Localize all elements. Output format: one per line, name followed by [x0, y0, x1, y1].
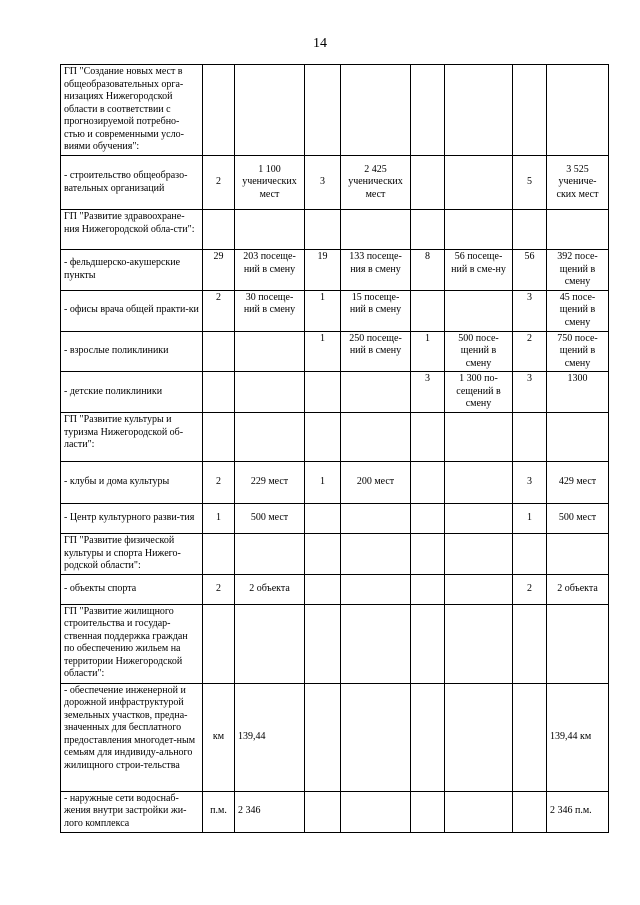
- table-cell: 1: [305, 331, 341, 372]
- row-description: ГП "Развитие здравоохране-ния Нижегородской обла-сти":: [61, 210, 203, 250]
- table-cell: 2: [513, 574, 547, 604]
- table-cell: [305, 574, 341, 604]
- page-number: 14: [313, 36, 327, 51]
- table-row: [61, 372, 609, 413]
- table-cell: [305, 791, 341, 832]
- table-cell: 1: [513, 504, 547, 534]
- row-description: - Центр культурного разви-тия: [61, 504, 203, 534]
- table-row: [61, 210, 609, 250]
- table-cell: [305, 604, 341, 683]
- table-cell: 3: [513, 290, 547, 331]
- table-cell: [445, 574, 513, 604]
- table-cell: [341, 574, 411, 604]
- table-cell: 2 425 ученических мест: [341, 156, 411, 210]
- objects-table: [60, 64, 609, 833]
- table-cell: [305, 683, 341, 791]
- table-cell: [235, 65, 305, 156]
- table-cell: [547, 604, 609, 683]
- table-cell: 2: [203, 462, 235, 504]
- table-cell: [235, 331, 305, 372]
- table-cell: [547, 65, 609, 156]
- table-cell: 5: [513, 156, 547, 210]
- table-cell: 2 объекта: [547, 574, 609, 604]
- table-cell: [411, 534, 445, 575]
- table-cell: [235, 534, 305, 575]
- table-cell: [513, 413, 547, 462]
- row-description: - наружные сети водоснаб-жения внутри застройки жи-лого комплекса: [61, 791, 203, 832]
- table-cell: [547, 534, 609, 575]
- table-cell: [203, 331, 235, 372]
- table-row: [61, 683, 609, 791]
- table-cell: 2: [203, 156, 235, 210]
- table-cell: 133 посеще-ния в смену: [341, 250, 411, 291]
- row-description: - строительство общеобразо-вательных организаций: [61, 156, 203, 210]
- table-cell: км: [203, 683, 235, 791]
- table-cell: [513, 210, 547, 250]
- table-cell: 1300: [547, 372, 609, 413]
- table-cell: [547, 413, 609, 462]
- table-cell: [445, 65, 513, 156]
- table-cell: [513, 65, 547, 156]
- table-cell: [203, 534, 235, 575]
- table-cell: 203 посеще-ний в смену: [235, 250, 305, 291]
- row-description: - клубы и дома культуры: [61, 462, 203, 504]
- table-cell: 56 посеще-ний в сме-ну: [445, 250, 513, 291]
- table-cell: [203, 210, 235, 250]
- table-cell: 2: [203, 290, 235, 331]
- table-cell: [411, 574, 445, 604]
- table-cell: [341, 683, 411, 791]
- table-row: [61, 65, 609, 156]
- table-cell: [445, 156, 513, 210]
- table-cell: [305, 372, 341, 413]
- table-cell: 750 посе-щений в смену: [547, 331, 609, 372]
- row-description: - фельдшерско-акушерские пункты: [61, 250, 203, 291]
- table-cell: [445, 604, 513, 683]
- table-cell: [445, 462, 513, 504]
- table-cell: [341, 791, 411, 832]
- table-cell: 2: [203, 574, 235, 604]
- table-cell: 1: [411, 331, 445, 372]
- table-cell: [445, 791, 513, 832]
- table-cell: [411, 504, 445, 534]
- table-cell: п.м.: [203, 791, 235, 832]
- table-row: [61, 574, 609, 604]
- table-cell: 3: [513, 372, 547, 413]
- table-cell: [235, 604, 305, 683]
- table-cell: [513, 534, 547, 575]
- row-description: ГП "Развитие физической культуры и спорта Нижего-родской области":: [61, 534, 203, 575]
- row-description: - офисы врача общей практи-ки: [61, 290, 203, 331]
- table-row: [61, 534, 609, 575]
- table-cell: 3: [513, 462, 547, 504]
- table-cell: [445, 683, 513, 791]
- table-cell: 56: [513, 250, 547, 291]
- table-cell: 15 посеще-ний в смену: [341, 290, 411, 331]
- table-cell: [203, 65, 235, 156]
- row-description: ГП "Развитие жилищного строительства и государ-ственная поддержка граждан по обеспечению жильем на территории Нижегородской области":: [61, 604, 203, 683]
- row-description: - взрослые поликлиники: [61, 331, 203, 372]
- table-cell: [341, 372, 411, 413]
- table-cell: [305, 65, 341, 156]
- table-cell: 1 100 ученических мест: [235, 156, 305, 210]
- table-row: [61, 504, 609, 534]
- table-row: [61, 250, 609, 291]
- row-description: ГП "Развитие культуры и туризма Нижегородской об-ласти":: [61, 413, 203, 462]
- table-cell: 2 объекта: [235, 574, 305, 604]
- table-cell: 1: [203, 504, 235, 534]
- table-row: [61, 331, 609, 372]
- table-cell: [203, 604, 235, 683]
- table-cell: [203, 413, 235, 462]
- table-cell: 2 346 п.м.: [547, 791, 609, 832]
- table-cell: [411, 290, 445, 331]
- table-cell: 2: [513, 331, 547, 372]
- row-description: - обеспечение инженерной и дорожной инфраструктурой земельных участков, предна-значенных для бесплатного предоставления многодет-ным семьям для индивиду-ального жилищного строи-тельства: [61, 683, 203, 791]
- table-cell: 200 мест: [341, 462, 411, 504]
- table-cell: [341, 504, 411, 534]
- table-cell: [411, 156, 445, 210]
- row-description: - объекты спорта: [61, 574, 203, 604]
- table-cell: [411, 604, 445, 683]
- table-cell: [305, 504, 341, 534]
- table-cell: [513, 683, 547, 791]
- table-cell: [235, 372, 305, 413]
- table-cell: 250 посеще-ний в смену: [341, 331, 411, 372]
- table-cell: 429 мест: [547, 462, 609, 504]
- table-cell: 45 посе-щений в смену: [547, 290, 609, 331]
- table-cell: [341, 604, 411, 683]
- table-cell: [305, 534, 341, 575]
- table-cell: [411, 413, 445, 462]
- table-cell: [341, 210, 411, 250]
- table-cell: 30 посеще-ний в смену: [235, 290, 305, 331]
- table-cell: [513, 791, 547, 832]
- table-cell: 1 300 по-сещений в смену: [445, 372, 513, 413]
- table-cell: [445, 290, 513, 331]
- table-row: [61, 791, 609, 832]
- table-cell: 139,44 км: [547, 683, 609, 791]
- table-cell: 229 мест: [235, 462, 305, 504]
- table-cell: 500 мест: [547, 504, 609, 534]
- table-cell: [235, 210, 305, 250]
- table-cell: [235, 413, 305, 462]
- table-cell: 8: [411, 250, 445, 291]
- table-cell: 139,44: [235, 683, 305, 791]
- table-cell: [411, 791, 445, 832]
- table-cell: [341, 534, 411, 575]
- table-row: [61, 413, 609, 462]
- table-cell: [513, 604, 547, 683]
- table-cell: [341, 413, 411, 462]
- table-row: [61, 156, 609, 210]
- table-cell: [547, 210, 609, 250]
- table-cell: [341, 65, 411, 156]
- table-cell: [203, 372, 235, 413]
- table-cell: [445, 413, 513, 462]
- table-cell: 2 346: [235, 791, 305, 832]
- table-cell: 1: [305, 290, 341, 331]
- table-cell: 500 мест: [235, 504, 305, 534]
- table-cell: 19: [305, 250, 341, 291]
- row-description: ГП "Создание новых мест в общеобразовательных орга-низациях Нижегородской области в соответствии с прогнозируемой потребно-стью и современными усло-виями обучения":: [61, 65, 203, 156]
- table-cell: [411, 210, 445, 250]
- table-cell: [445, 210, 513, 250]
- table-cell: [411, 65, 445, 156]
- table-cell: 3: [411, 372, 445, 413]
- row-description: - детские поликлиники: [61, 372, 203, 413]
- table-cell: [305, 413, 341, 462]
- table-row: [61, 290, 609, 331]
- table-row: [61, 604, 609, 683]
- table-cell: [411, 462, 445, 504]
- table-cell: 3 525 учениче-ских мест: [547, 156, 609, 210]
- table-cell: 392 посе-щений в смену: [547, 250, 609, 291]
- table-cell: 500 посе-щений в смену: [445, 331, 513, 372]
- table-cell: [445, 534, 513, 575]
- table-cell: [305, 210, 341, 250]
- table-cell: 3: [305, 156, 341, 210]
- table-cell: 1: [305, 462, 341, 504]
- table-cell: 29: [203, 250, 235, 291]
- table-cell: [445, 504, 513, 534]
- table-cell: [411, 683, 445, 791]
- table-row: [61, 462, 609, 504]
